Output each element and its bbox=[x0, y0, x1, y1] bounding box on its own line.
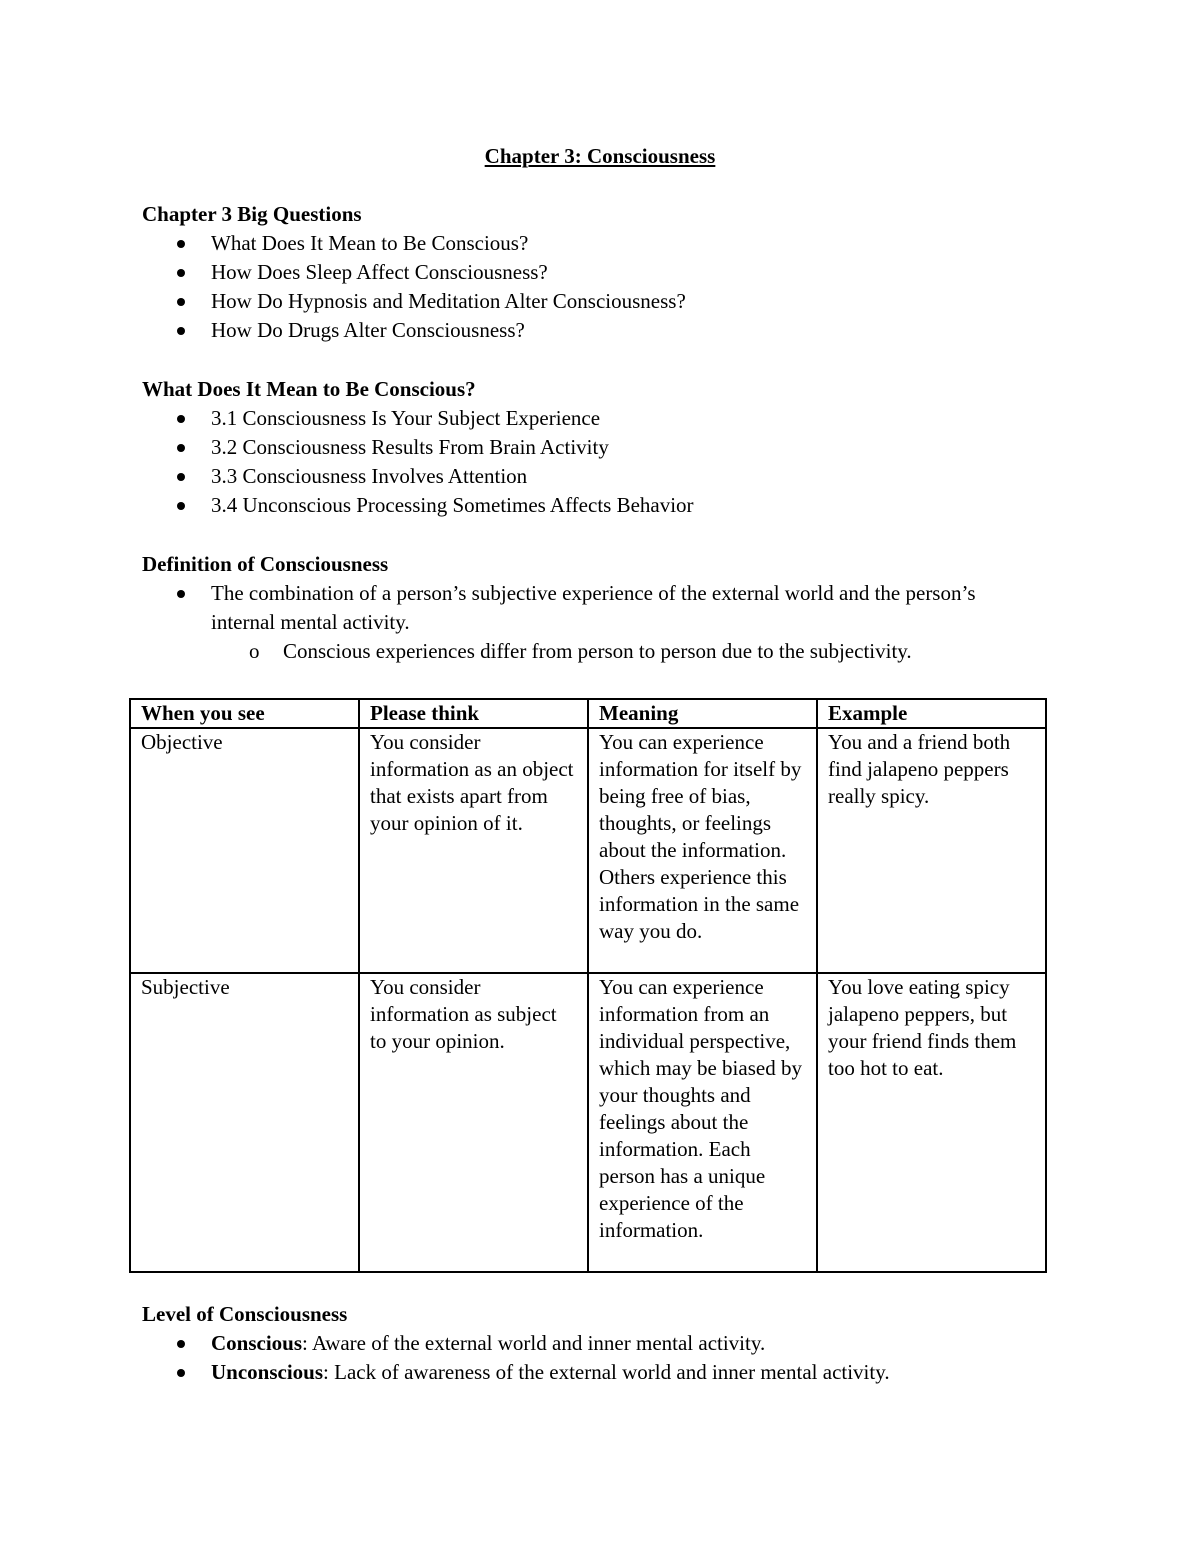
list-item: What Does It Mean to Be Conscious? bbox=[142, 229, 1042, 258]
bullet-icon bbox=[177, 502, 185, 510]
bullet-icon bbox=[177, 415, 185, 423]
levels-heading: Level of Consciousness bbox=[142, 1302, 348, 1326]
column-header: Example bbox=[817, 699, 1046, 728]
term-description: : Aware of the external world and inner mental activity. bbox=[302, 1331, 766, 1355]
bullet-icon bbox=[177, 473, 185, 481]
column-header: When you see bbox=[130, 699, 359, 728]
list-item: 3.2 Consciousness Results From Brain Activity bbox=[142, 433, 1042, 462]
table-cell: You consider information as subject to your opinion. bbox=[359, 973, 588, 1272]
bullet-icon bbox=[177, 1340, 185, 1348]
definition-list bbox=[142, 579, 1022, 666]
list-item: 3.4 Unconscious Processing Sometimes Affects Behavior bbox=[142, 491, 1042, 520]
definition-heading: Definition of Consciousness bbox=[142, 552, 389, 576]
list-item bbox=[142, 1329, 1042, 1358]
list-item: 3.1 Consciousness Is Your Subject Experience bbox=[142, 404, 1042, 433]
table-header-row bbox=[130, 699, 1046, 728]
list-item: How Do Drugs Alter Consciousness? bbox=[142, 316, 1042, 345]
sub-bullet-marker: o bbox=[249, 639, 260, 663]
levels-list bbox=[142, 1329, 1042, 1387]
bullet-icon bbox=[177, 298, 185, 306]
bullet-icon bbox=[177, 1369, 185, 1377]
bullet-icon bbox=[177, 327, 185, 335]
conscious-section-list bbox=[142, 404, 1042, 520]
bullet-icon bbox=[177, 590, 185, 598]
sub-item-text: Conscious experiences differ from person to person due to the subjectivity. bbox=[283, 639, 912, 663]
bullet-icon bbox=[177, 444, 185, 452]
table-row bbox=[130, 728, 1046, 973]
bullet-icon bbox=[177, 269, 185, 277]
big-questions-list bbox=[142, 229, 1042, 345]
list-item: How Does Sleep Affect Consciousness? bbox=[142, 258, 1042, 287]
table-row bbox=[130, 973, 1046, 1272]
term-label: Unconscious bbox=[211, 1360, 324, 1384]
sub-list-item bbox=[211, 637, 1022, 666]
bullet-icon bbox=[177, 240, 185, 248]
table-cell: You and a friend both find jalapeno peppers really spicy. bbox=[817, 728, 1046, 973]
column-header: Please think bbox=[359, 699, 588, 728]
page-title: Chapter 3: Consciousness bbox=[484, 144, 716, 168]
list-item bbox=[142, 1358, 1042, 1387]
list-item: How Do Hypnosis and Meditation Alter Consciousness? bbox=[142, 287, 1042, 316]
list-item: 3.3 Consciousness Involves Attention bbox=[142, 462, 1042, 491]
term-label: Conscious bbox=[211, 1331, 303, 1355]
definition-text: The combination of a person’s subjective experience of the external world and the person’s internal mental activity. bbox=[211, 581, 976, 634]
consciousness-table bbox=[129, 698, 1047, 1273]
table-cell: You love eating spicy jalapeno peppers, but your friend finds them too hot to eat. bbox=[817, 973, 1046, 1272]
table-cell: You can experience information for itself by being free of bias, thoughts, or feelings about the information. Others experience this information in the same way you do. bbox=[588, 728, 817, 973]
table-cell: You consider information as an object that exists apart from your opinion of it. bbox=[359, 728, 588, 973]
table-cell: Subjective bbox=[130, 973, 359, 1272]
column-header: Meaning bbox=[588, 699, 817, 728]
big-questions-heading: Chapter 3 Big Questions bbox=[142, 202, 362, 226]
list-item bbox=[142, 579, 1022, 666]
table-cell: You can experience information from an individual perspective, which may be biased by your thoughts and feelings about the information. Each person has a unique experience of the information. bbox=[588, 973, 817, 1272]
conscious-section-heading: What Does It Mean to Be Conscious? bbox=[142, 377, 476, 401]
table-cell: Objective bbox=[130, 728, 359, 973]
term-description: : Lack of awareness of the external world and inner mental activity. bbox=[323, 1360, 890, 1384]
